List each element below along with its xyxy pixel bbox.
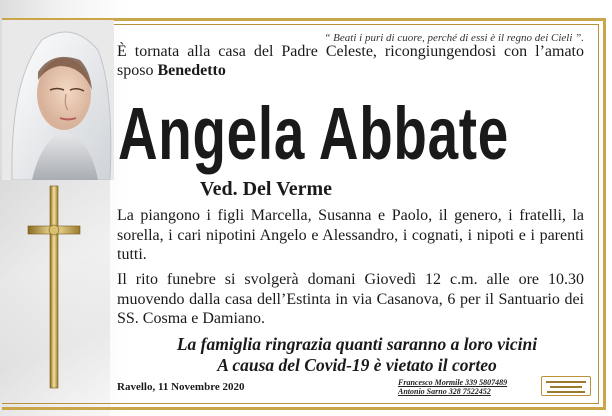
contact-line: Antonio Sarno 328 7522452 xyxy=(398,387,491,396)
mourners-paragraph: La piangono i figli Marcella, Susanna e Paolo, il genero, i fratelli, la sorella, i cari nipotini Angelo e Alessandro, i cognati, i nipoti e i parenti tutti. xyxy=(117,207,584,263)
deceased-subtitle: Ved. Del Verme xyxy=(200,178,333,200)
gold-cross-icon xyxy=(26,182,82,392)
place-date: Ravello, 11 Novembre 2020 xyxy=(117,381,245,393)
funeral-rite-paragraph: Il rito funebre si svolgerà domani Giovedì 12 c.m. alle ore 10.30 muovendo dalla casa dell’Estinta in via Casanova, 6 per il Santuario dei SS. Cosma e Damiano. xyxy=(117,271,584,327)
madonna-portrait-icon xyxy=(2,20,114,180)
intro-text xyxy=(117,42,584,80)
covid-notice-line: A causa del Covid-19 è vietato il corteo xyxy=(217,355,497,375)
funeral-agency-logo-icon xyxy=(541,376,591,396)
deceased-name: Angela Abbate xyxy=(118,92,509,175)
beatitude-quote: “ Beati i puri di cuore, perché di essi è il regno dei Cieli ”. xyxy=(324,32,584,44)
intro-sentence: È tornata alla casa del Padre Celeste, ricongiungendosi con l’amato sposo xyxy=(117,43,584,79)
spouse-name: Benedetto xyxy=(157,62,226,79)
agency-contacts xyxy=(398,378,507,396)
family-thanks-line: La famiglia ringrazia quanti saranno a loro vicini xyxy=(176,334,538,354)
contact-line: Francesco Mormile 339 5807489 xyxy=(398,378,508,387)
